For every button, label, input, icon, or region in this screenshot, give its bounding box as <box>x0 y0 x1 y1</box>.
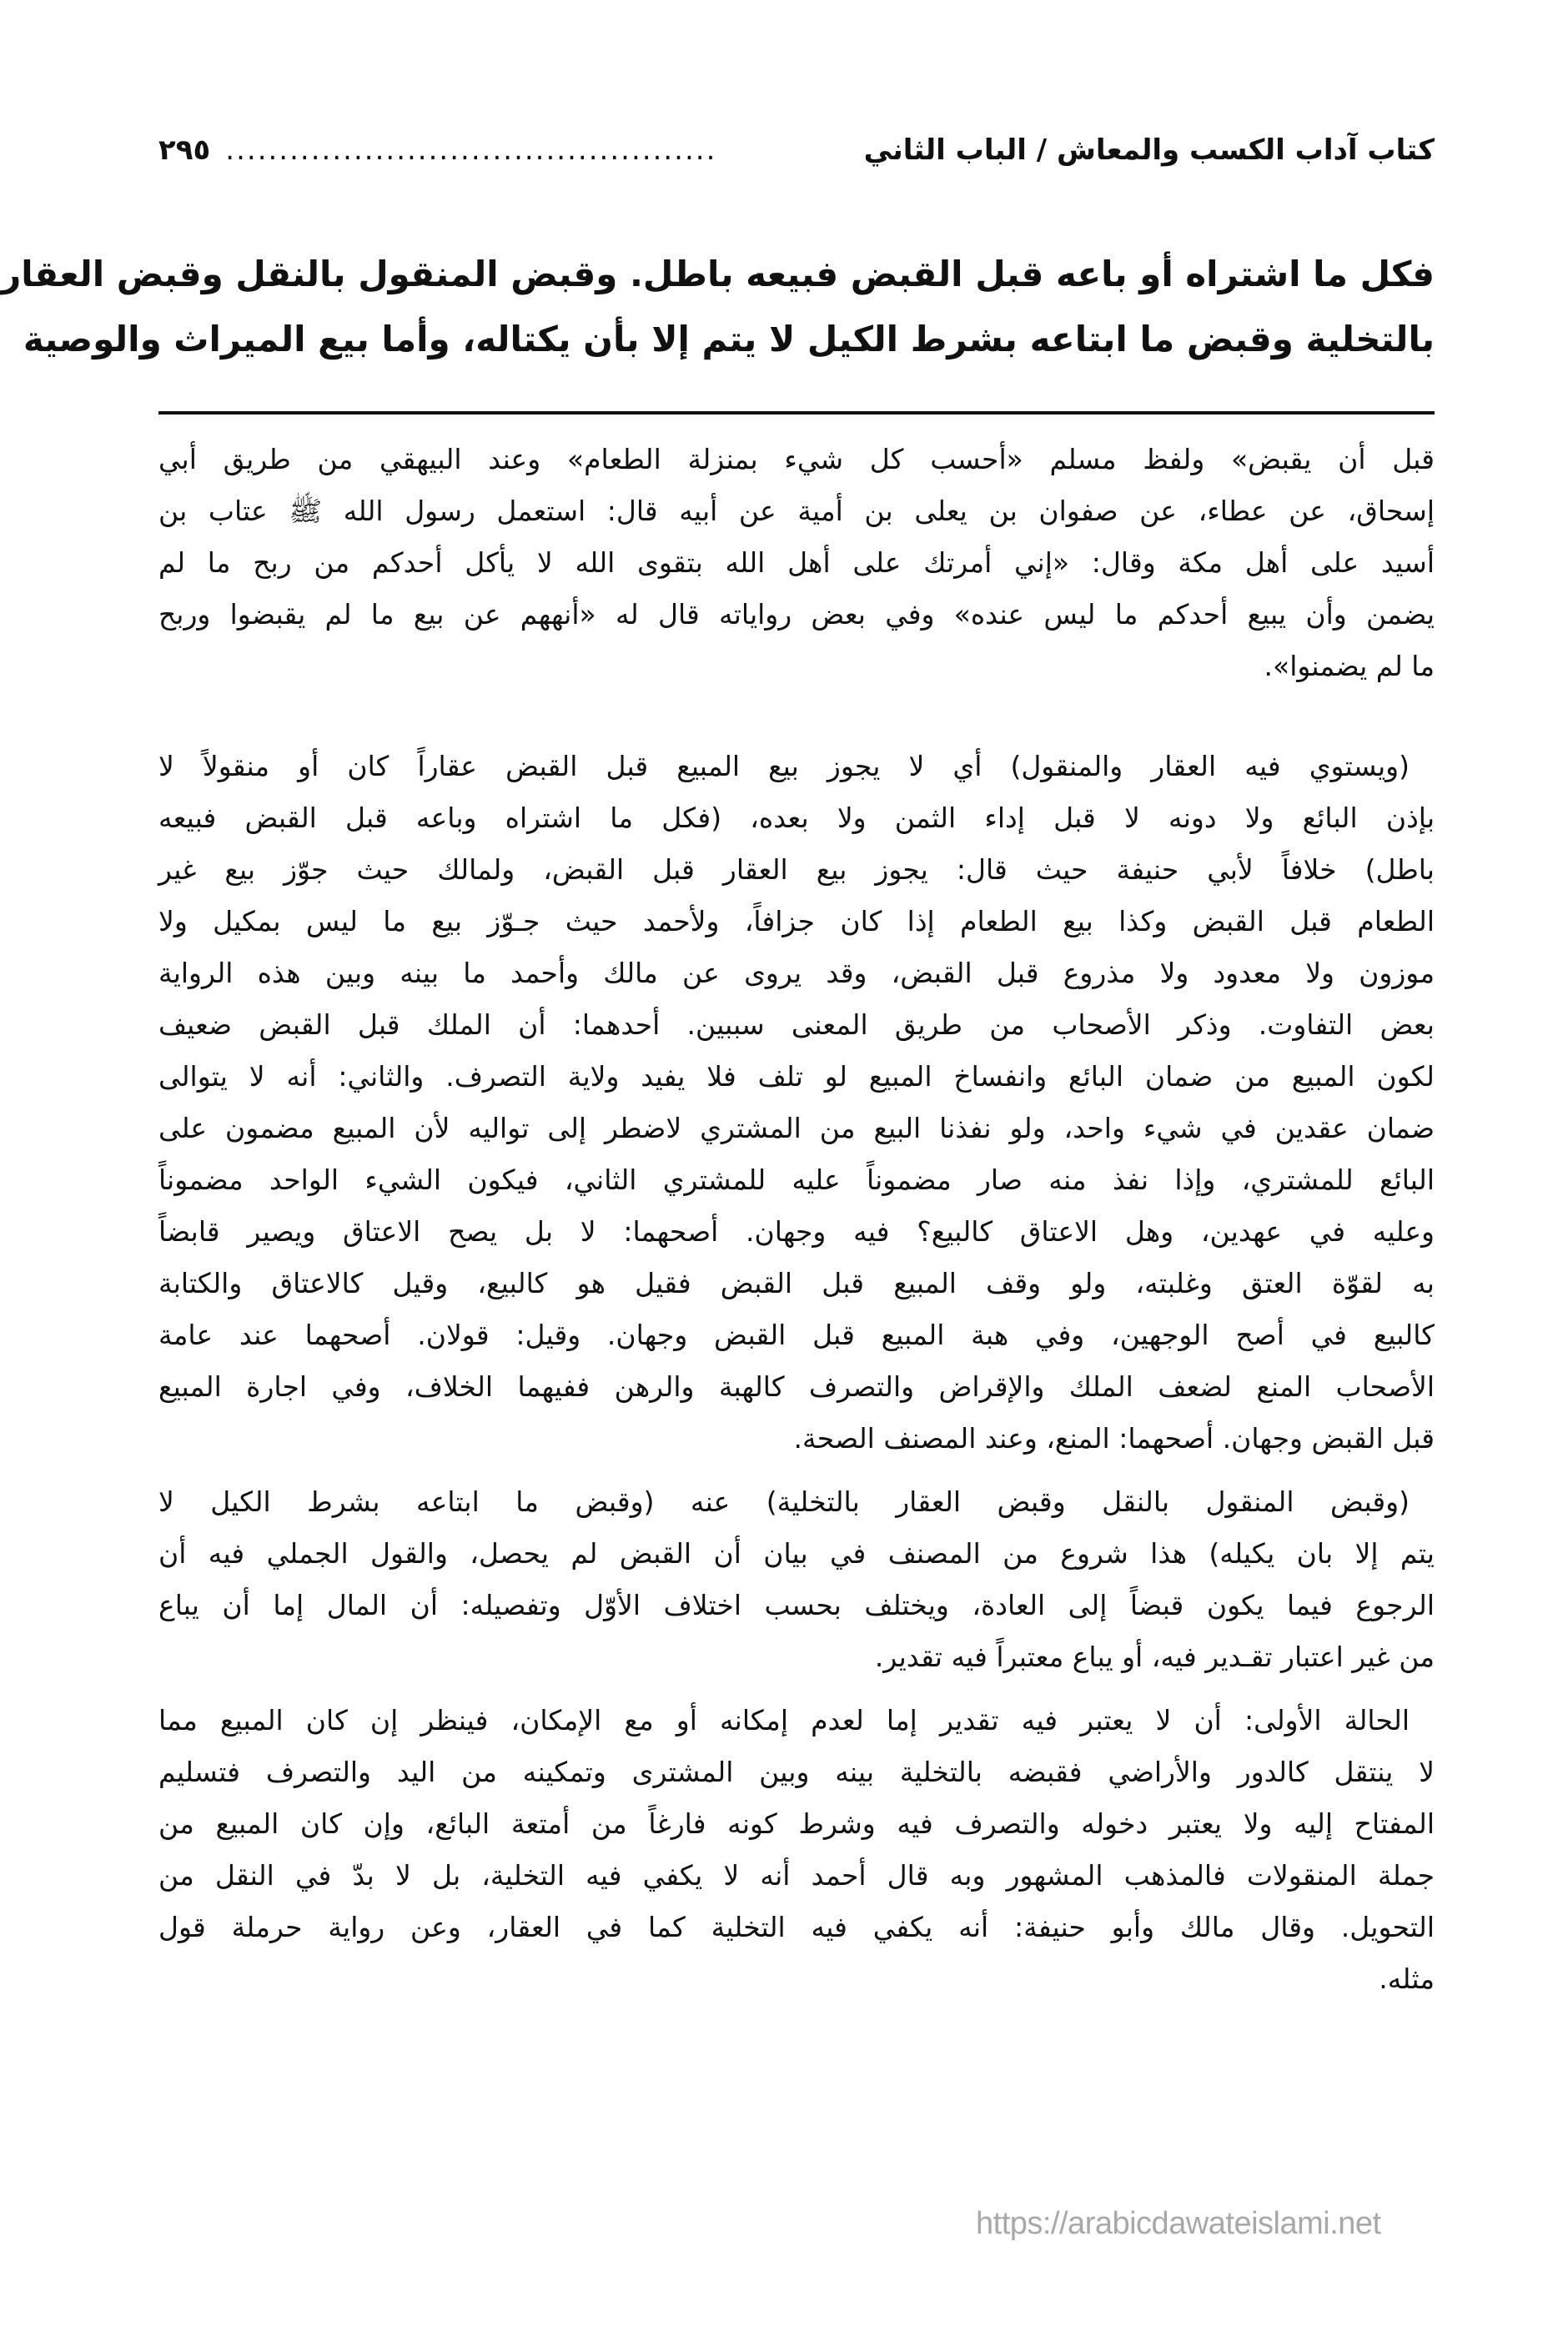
chapter-title: كتاب آداب الكسب والمعاش / الباب الثاني <box>863 133 1435 167</box>
commentary-line: ضمان عقدين في شيء واحد، ولو نفذنا البيع من المشتري لاضطر إلى تواليه لأن المبيع مضمون على <box>158 1112 1435 1144</box>
footnote-line: يضمن وأن يبيع أحدكم ما ليس عنده» وفي بعض رواياته قال له «أنههم عن بيع ما لم يقبضوا وربح <box>158 598 1435 631</box>
commentary-line: التحويل. وقال مالك وأبو حنيفة: أنه يكفي فيه التخلية كما في العقار، وعن رواية حرملة قول <box>158 1911 1435 1943</box>
commentary-line: لا ينتقل كالدور والأراضي فقبضه بالتخلية بينه وبين المشترى وتمكينه من اليد والتصرف فتسليم <box>158 1756 1435 1788</box>
commentary-line: بعض التفاوت. وذكر الأصحاب من طريق المعنى سببين. أحدهما: أن الملك قبل القبض ضعيف <box>158 1008 1435 1041</box>
running-header <box>158 125 1435 175</box>
leader-dots: .............................................. <box>225 133 717 167</box>
matn-line: فكل ما اشتراه أو باعه قبل القبض فبيعه باطل. وقبض المنقول بالنقل وقبض العقار <box>1 254 1435 294</box>
footnote-line: إسحاق، عن عطاء، عن صفوان بن يعلى بن أمية عن أبيه قال: استعمل رسول الله ﷺ عتاب بن <box>158 495 1435 527</box>
commentary-line: باطل) خلافاً لأبي حنيفة حيث قال: يجوز بيع العقار قبل القبض، ولمالك حيث جوّز بيع غير <box>158 853 1435 886</box>
commentary-line: المفتاح إليه ولا يعتبر دخوله والتصرف فيه وشرط كونه فارغاً من أمتعة البائع، وإن كان المبيع من <box>158 1807 1435 1840</box>
commentary-line: قبل القبض وجهان. أصحهما: المنع، وعند المصنف الصحة. <box>793 1422 1435 1455</box>
commentary-line: الأصحاب المنع لضعف الملك والإقراض والتصرف كالهبة والرهن ففيهما الخلاف، وفي اجارة المبيع <box>158 1370 1435 1403</box>
commentary-line: جملة المنقولات فالمذهب المشهور وبه قال أحمد أنه لا يكفي فيه التخلية، بل لا بدّ في النقل من <box>158 1859 1435 1892</box>
separator-rule <box>158 411 1435 415</box>
commentary-line: من غير اعتبار تقـدير فيه، أو يباع معتبراً فيه تقدير. <box>874 1641 1435 1673</box>
commentary-line: وعليه في عهدين، وهل الاعتاق كالبيع؟ فيه وجهان. أصحهما: لا بل يصح الاعتاق ويصير قابضاً <box>158 1215 1435 1248</box>
page-number: ٢٩٥ <box>158 133 211 167</box>
footnote-line: أسيد على أهل مكة وقال: «إني أمرتك على أهل الله بتقوى الله لا يأكل أحدكم من ربح ما لم <box>158 546 1435 579</box>
commentary-line: لكون المبيع من ضمان البائع وانفساخ المبيع لو تلف فلا يفيد ولاية التصرف. والثاني: أنه لا يتوالى <box>158 1060 1435 1093</box>
matn-line: بالتخلية وقبض ما ابتاعه بشرط الكيل لا يتم إلا بأن يكتاله، وأما بيع الميراث والوصية <box>23 319 1435 359</box>
paragraph-gap <box>158 1683 1435 1695</box>
commentary-line: به لقوّة العتق وغلبته، ولو وقف المبيع قبل القبض فقيل هو كالبيع، وقيل كالاعتاق والكتابة <box>158 1267 1435 1299</box>
commentary-line: الحالة الأولى: أن لا يعتبر فيه تقدير إما لعدم إمكانه أو مع الإمكان، فينظر إن كان المبيع مما <box>158 1704 1410 1736</box>
main-matn-text <box>1 242 1435 372</box>
commentary-block <box>158 741 1435 2005</box>
commentary-line: الرجوع فيما يكون قبضاً إلى العادة، ويختلف بحسب اختلاف الأوّل وتفصيله: أن المال إما أن يباع <box>158 1589 1435 1621</box>
commentary-line: بإذن البائع ولا دونه لا قبل إداء الثمن ولا بعده، (فكل ما اشتراه وباعه قبل القبض فبيعه <box>158 802 1435 834</box>
commentary-line: مثله. <box>1379 1963 1435 1995</box>
commentary-line: (ويستوي فيه العقار والمنقول) أي لا يجوز بيع المبيع قبل القبض عقاراً كان أو منقولاً لا <box>158 750 1410 782</box>
commentary-line: كالبيع في أصح الوجهين، وفي هبة المبيع قبل القبض وجهان. وقيل: قولان. أصحهما عند عامة <box>158 1319 1435 1351</box>
watermark-url: https://arabicdawateislami.net <box>976 2206 1381 2241</box>
footnote-block <box>158 434 1435 692</box>
book-page <box>1 0 1435 2332</box>
commentary-paragraph-1 <box>158 741 1435 1465</box>
paragraph-gap <box>158 1465 1435 1476</box>
commentary-line: موزون ولا معدود ولا مذروع قبل القبض، وقد يروى عن مالك وأحمد ما بينه وبين هذه الرواية <box>158 957 1435 989</box>
commentary-line: يتم إلا بان يكيله) هذا شروع من المصنف في بيان أن القبض لم يحصل، والقول الجملي فيه أن <box>158 1537 1435 1570</box>
commentary-paragraph-2 <box>158 1476 1435 1683</box>
commentary-line: البائع للمشتري، وإذا نفذ منه صار مضموناً عليه للمشتري الثاني، فيكون الشيء الواحد مضموناً <box>158 1163 1435 1196</box>
footnote-line: ما لم يضمنوا». <box>1264 650 1435 682</box>
commentary-line: الطعام قبل القبض وكذا بيع الطعام إذا كان جزافاً، ولأحمد حيث جـوّز بيع ما ليس بمكيل ولا <box>158 905 1435 937</box>
footnote-line: قبل أن يقبض» ولفظ مسلم «أحسب كل شيء بمنزلة الطعام» وعند البيهقي من طريق أبي <box>158 443 1435 475</box>
commentary-line: (وقبض المنقول بالنقل وقبض العقار بالتخلية) عنه (وقبض ما ابتاعه بشرط الكيل لا <box>158 1485 1410 1518</box>
commentary-paragraph-3 <box>158 1695 1435 2005</box>
